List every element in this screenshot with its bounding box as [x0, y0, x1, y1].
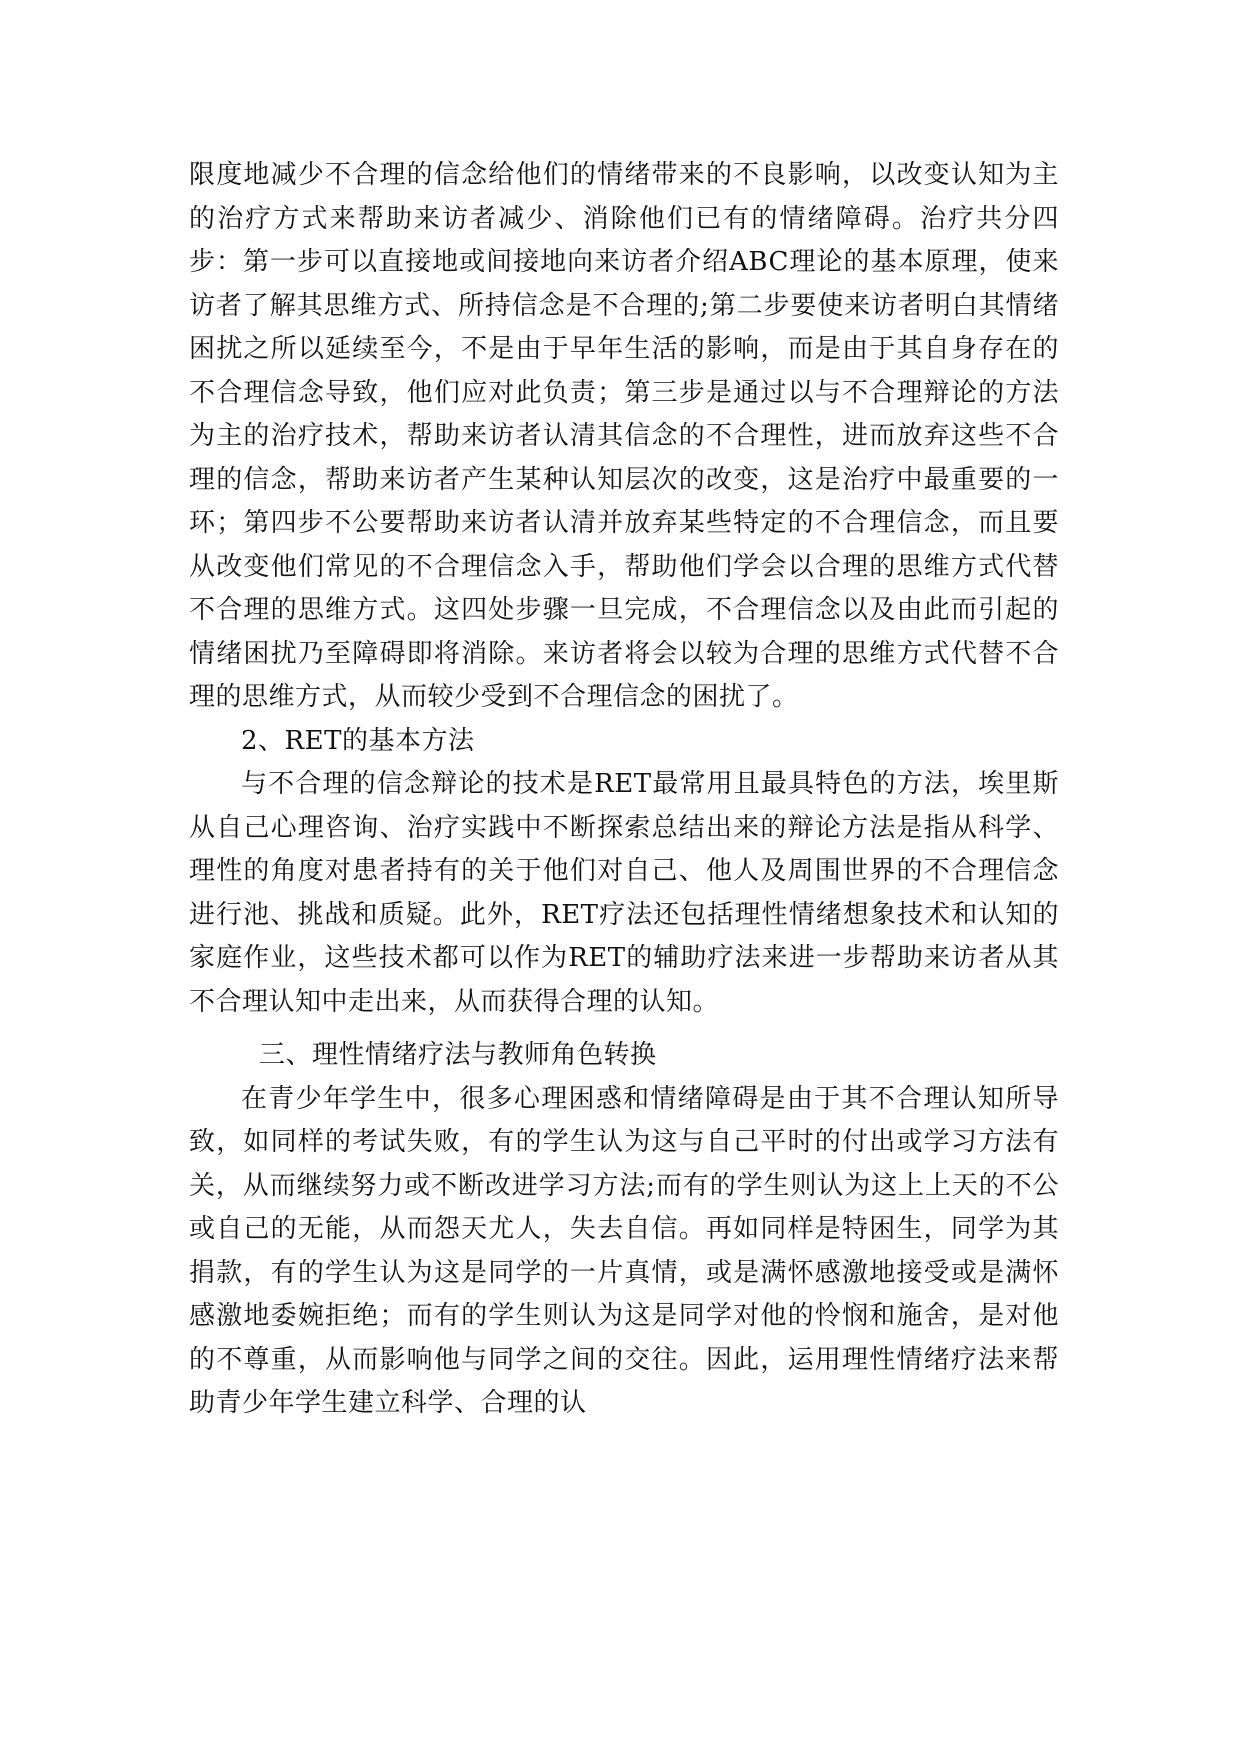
subheading-ret-methods: 2、RET的基本方法 — [241, 725, 475, 756]
paragraph-ret-methods: 与不合理的信念辩论的技术是RET最常用且最具特色的方法，埃里斯从自己心理咨询、治疗实践中不断探索总结出来的辩论方法是指从科学、理性的角度对患者持有的关于他们对自己、他人及周围世界的不合理信念进行池、挑战和质疑。此外，RET疗法还包括理性情绪想象技术和认知的家庭作业，这些技术都可以作为RET的辅助疗法来进一步帮助来访者从其不合理认知中走出来，从而获得合理的认知。 — [189, 769, 1059, 1017]
paragraph-ret-steps: 限度地减少不合理的信念给他们的情绪带来的不良影响，以改变认知为主的治疗方式来帮助来访者减少、消除他们已有的情绪障碍。治疗共分四步：第一步可以直接地或间接地向来访者介绍ABC理论的基本原理，使来访者了解其思维方式、所持信念是不合理的;第二步要使来访者明白其情绪困扰之所以延续至今，不是由于早年生活的影响，而是由于其自身存在的不合理信念导致，他们应对此负责；第三步是通过以与不合理辩论的方法为主的治疗技术，帮助来访者认清其信念的不合理性，进而放弃这些不合理的信念，帮助来访者产生某种认知层次的改变，这是治疗中最重要的一环；第四步不公要帮助来访者认清并放弃某些特定的不合理信念，而且要从改变他们常见的不合理信念入手，帮助他们学会以合理的思维方式代替不合理的思维方式。这四处步骤一旦完成，不合理信念以及由此而引起的情绪困扰乃至障碍即将消除。来访者将会以较为合理的思维方式代替不合理的思维方式，从而较少受到不合理信念的困扰了。 — [189, 160, 1059, 712]
document-body — [189, 154, 1059, 1426]
section-heading-teacher-role: 三、理性情绪疗法与教师角色转换 — [259, 1040, 657, 1070]
paragraph-student-cognition: 在青少年学生中，很多心理困惑和情绪障碍是由于其不合理认知所导致，如同样的考试失败，有的学生认为这与自己平时的付出或学习方法有关，从而继续努力或不断改进学习方法;而有的学生则认为这上上天的不公或自己的无能，从而怨天尤人，失去自信。再如同样是特困生，同学为其捐款，有的学生认为这是同学的一片真情，或是满怀感激地接受或是满怀感激地委婉拒绝；而有的学生则认为这是同学对他的怜悯和施舍，是对他的不尊重，从而影响他与同学之间的交往。因此，运用理性情绪疗法来帮助青少年学生建立科学、合理的认 — [189, 1083, 1059, 1418]
